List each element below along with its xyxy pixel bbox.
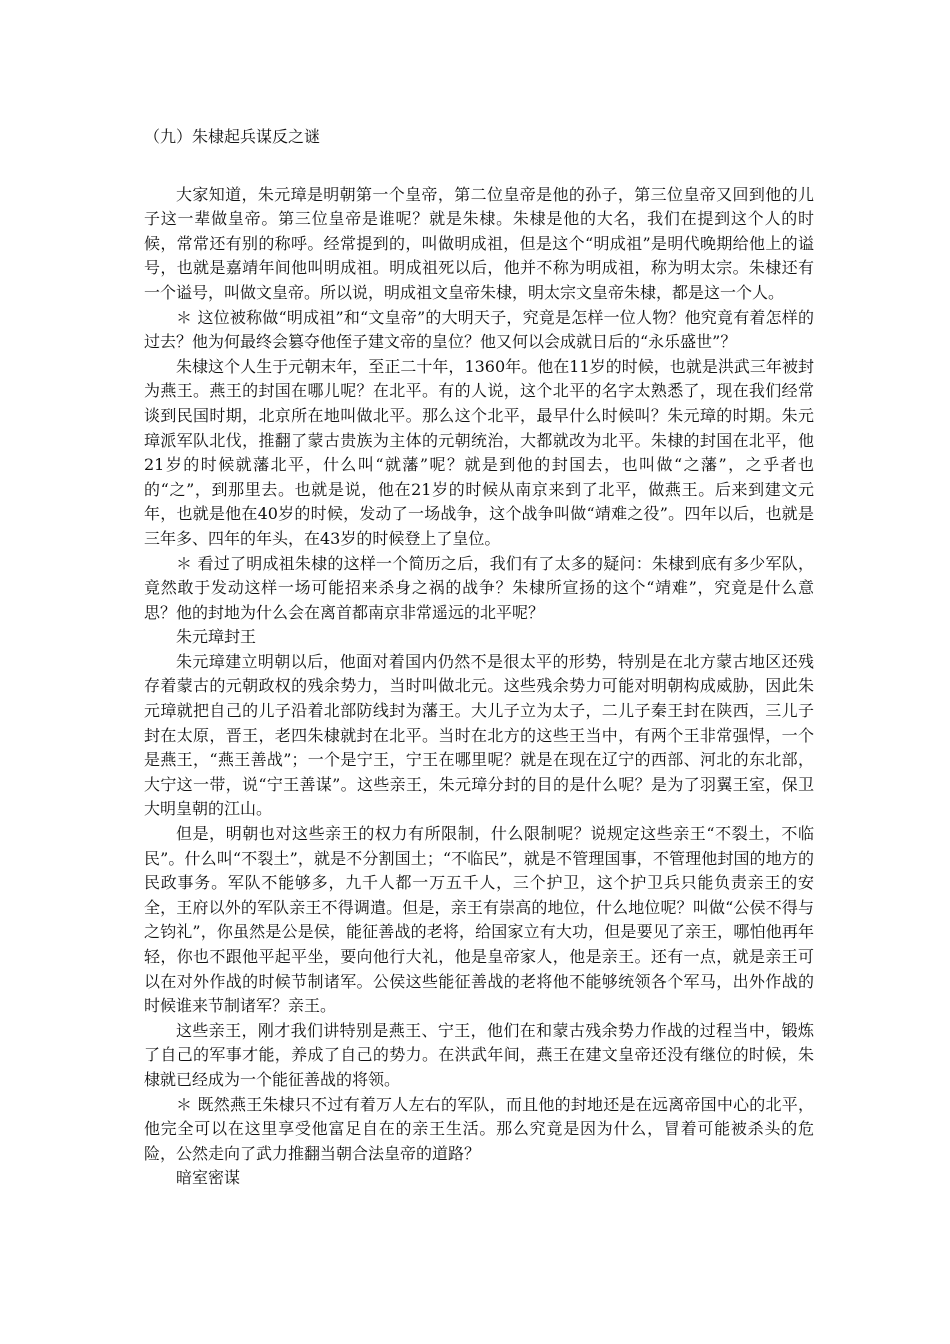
document-body <box>144 125 814 1191</box>
paragraph-question-2: ＊ 看过了明成祖朱棣的这样一个简历之后，我们有了太多的疑问：朱棣到底有多少军队，竟然敢于发动这样一场可能招来杀身之祸的战争？朱棣所宣扬的这个“靖难”，究竟是什么意思？他的封地为什么会在离首都南京非常遥远的北平呢？ <box>144 553 814 622</box>
section-heading-conspiracy: 暗室密谋 <box>176 1168 241 1188</box>
paragraph-enfeoffment: 朱元璋建立明朝以后，他面对着国内仍然不是很太平的形势，特别是在北方蒙古地区还残存着蒙古的元朝政权的残余势力，当时叫做北元。这些残余势力可能对明朝构成威胁，因此朱元璋就把自己的儿子沿着北部防线封为藩王。大儿子立为太子，二儿子秦王封在陕西，三儿子封在太原，晋王，老四朱棣就封在北平。当时在北方的这些王当中，有两个王非常强悍，一个是燕王，“燕王善战”；一个是宁王，宁王在哪里呢？就是在现在辽宁的西部、河北的东北部，大宁这一带，说“宁王善谋”。这些亲王，朱元璋分封的目的是什么呢？是为了羽翼王室，保卫大明皇朝的江山。 <box>144 651 814 819</box>
paragraph-question-3: ＊ 既然燕王朱棣只不过有着万人左右的军队，而且他的封地还是在远离帝国中心的北平，他完全可以在这里享受他富足自在的亲王生活。那么究竟是因为什么，冒着可能被杀头的危险，公然走向了武力推翻当朝合法皇帝的道路？ <box>144 1094 814 1163</box>
paragraph-question-1: ＊ 这位被称做“明成祖”和“文皇帝”的大明天子，究竟是怎样一位人物？他究竟有着怎样的过去？他为何最终会篡夺他侄子建文帝的皇位？他又何以会成就日后的“永乐盛世”？ <box>144 307 814 352</box>
paragraph-biography: 朱棣这个人生于元朝末年，至正二十年，1360年。他在11岁的时候，也就是洪武三年被封为燕王。燕王的封国在哪儿呢？在北平。有的人说，这个北平的名字太熟悉了，现在我们经常谈到民国时期，北京所在地叫做北平。那么这个北平，最早什么时候叫？朱元璋的时期。朱元璋派军队北伐，推翻了蒙古贵族为主体的元朝统治，大都就改为北平。朱棣的封国在北平，他21岁的时候就藩北平，什么叫“就藩”呢？就是到他的封国去，也叫做“之藩”，之乎者也的“之”，到那里去。也就是说，他在21岁的时候从南京来到了北平，做燕王。后来到建文元年，也就是他在40岁的时候，发动了一场战争，这个战争叫做“靖难之役”。四年以后，也就是三年多、四年的年头，在43岁的时候登上了皇位。 <box>144 356 814 548</box>
paragraph-intro: 大家知道，朱元璋是明朝第一个皇帝，第二位皇帝是他的孙子，第三位皇帝又回到他的儿子这一辈做皇帝。第三位皇帝是谁呢？就是朱棣。朱棣是他的大名，我们在提到这个人的时候，常常还有别的称呼。经常提到的，叫做明成祖，但是这个“明成祖”是明代晚期给他上的谥号，也就是嘉靖年间他叫明成祖。明成祖死以后，他并不称为明成祖，称为明太宗。朱棣还有一个谥号，叫做文皇帝。所以说，明成祖文皇帝朱棣，明太宗文皇帝朱棣，都是这一个人。 <box>144 184 814 302</box>
paragraph-restrictions: 但是，明朝也对这些亲王的权力有所限制，什么限制呢？说规定这些亲王“不裂土，不临民”。什么叫“不裂土”，就是不分割国土；“不临民”，就是不管理国事，不管理他封国的地方的民政事务。军队不能够多，九千人都一万五千人，三个护卫，这个护卫兵只能负责亲王的安全，王府以外的军队亲王不得调遣。但是，亲王有崇高的地位，什么地位呢？叫做“公侯不得与之钧礼”，你虽然是公是侯，能征善战的老将，给国家立有大功，但是要见了亲王，哪怕他再年轻，你也不跟他平起平坐，要向他行大礼，他是皇帝家人，他是亲王。还有一点，就是亲王可以在对外作战的时候节制诸军。公侯这些能征善战的老将他不能够统领各个军马，出外作战的时候谁来节制诸军？亲王。 <box>144 824 814 1016</box>
section-heading-enfeoffment: 朱元璋封王 <box>176 627 257 647</box>
document-title: （九）朱棣起兵谋反之谜 <box>144 127 321 146</box>
paragraph-military-talent: 这些亲王，刚才我们讲特别是燕王、宁王，他们在和蒙古残余势力作战的过程当中，锻炼了自己的军事才能，养成了自己的势力。在洪武年间，燕王在建文皇帝还没有继位的时候，朱棣就已经成为一个能征善战的将领。 <box>144 1020 814 1089</box>
